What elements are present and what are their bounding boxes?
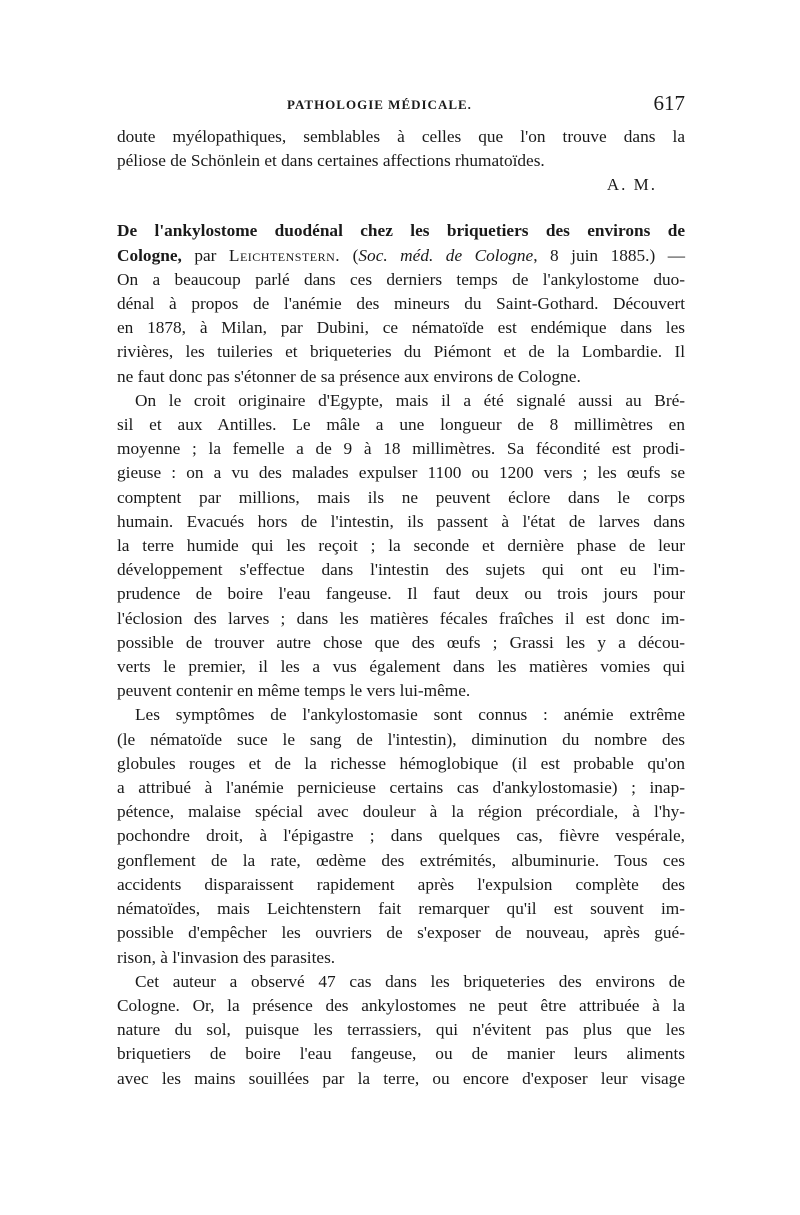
text-line: humain. Evacués hors de l'intestin, ils passent à l'état de larves dans — [117, 511, 685, 531]
intro-paragraph — [117, 125, 685, 173]
signature-initials: A. M. — [606, 175, 657, 195]
text-line: (le nématoïde suce le sang de l'intestin), diminution du nombre des — [117, 729, 685, 749]
text-line: avec les mains souillées par la terre, ou encore d'exposer leur visage — [117, 1068, 685, 1088]
text-line: ne faut donc pas s'étonner de sa présence aux environs de Cologne. — [117, 366, 581, 386]
text-line: doute myélopathiques, semblables à celles que l'on trouve dans la — [117, 127, 685, 146]
text-line: briquetiers de boire l'eau fangeuse, ou de manier leurs aliments — [117, 1044, 685, 1064]
text-line: l'éclosion des larves ; dans les matières fécales fraîches il est donc im- — [117, 608, 685, 628]
text-line: a attribué à l'anémie pernicieuse certains cas d'ankylostomasie) ; inap- — [117, 778, 685, 798]
text-line: en 1878, à Milan, par Dubini, ce nématoïde est endémique dans les — [117, 318, 685, 338]
text-line: péliose de Schönlein et dans certaines affections rhumatoïdes. — [117, 151, 545, 171]
text-line: prudence de boire l'eau fangeuse. Il faut deux ou trois jours pour — [117, 584, 685, 604]
text-line: gonflement de la rate, œdème des extrémités, albuminurie. Tous ces — [117, 850, 685, 870]
text-line: peuvent contenir en même temps le vers lui-même. — [117, 681, 471, 701]
text-line: rivières, les tuileries et briqueteries du Piémont et de la Lombardie. Il — [117, 342, 685, 362]
source-open: ( — [352, 245, 359, 265]
text-line: verts le premier, il les a vus également dans les matières vomies qui — [117, 657, 685, 677]
text-line: moyenne ; la femelle a de 9 à 18 millimètres. Sa fécondité est prodi- — [117, 439, 685, 459]
author-name: Leichtenstern. — [228, 245, 341, 265]
text-line: accidents disparaissent rapidement après l'expulsion complète des — [117, 874, 685, 894]
text-line: pétence, malaise spécial avec douleur à la région précordiale, à l'hy- — [117, 802, 685, 822]
text-line: pochondre droit, à l'épigastre ; dans quelques cas, fièvre vespérale, — [117, 826, 685, 846]
article-title: De l'ankylostome duodénal chez les briquetiers des environs de — [117, 221, 685, 241]
text-line: développement s'effectue dans l'intestin des sujets qui ont eu l'im- — [117, 560, 685, 580]
article-paragraph-2 — [117, 389, 685, 704]
book-page — [117, 93, 685, 1091]
text-line: gieuse : on a vu des malades expulser 1100 ou 1200 vers ; les œufs se — [117, 463, 685, 483]
text-line: possible d'empêcher les ouvriers de s'exposer de nouveau, après gué- — [117, 923, 685, 943]
article-title-line — [117, 219, 685, 243]
text-line: dénal à propos de l'anémie des mineurs du Saint-Gothard. Découvert — [117, 294, 685, 314]
text-line: nature du sol, puisque les terrassiers, qui n'évitent pas plus que les — [117, 1020, 685, 1040]
text-line: globules rouges et de la richesse hémoglobique (il est probable qu'on — [117, 753, 685, 773]
article-paragraph-4 — [117, 970, 685, 1091]
article-paragraph-1 — [117, 219, 685, 388]
text-line: rison, à l'invasion des parasites. — [117, 947, 336, 967]
running-header — [117, 93, 685, 125]
source-journal: Soc. méd. de Cologne — [358, 245, 534, 265]
text-line: Cologne. Or, la présence des ankylostomes ne peut être attribuée à la — [117, 995, 685, 1015]
text-line: nématoïdes, mais Leichtenstern fait remarquer qu'il est souvent im- — [117, 899, 685, 919]
text-line: On le croit originaire d'Egypte, mais il a été signalé aussi au Bré- — [135, 390, 685, 410]
text-line: la terre humide qui les reçoit ; la seconde et dernière phase de leur — [117, 536, 685, 556]
article-paragraph-3 — [117, 703, 685, 969]
text-line: comptent par millions, mais ils ne peuvent éclore dans le corps — [117, 487, 685, 507]
source-date: , 8 juin 1885.) — — [533, 245, 686, 265]
article-title-cont: Cologne, — [117, 245, 182, 265]
text-line: Les symptômes de l'ankylostomasie sont connus : anémie extrême — [135, 705, 685, 725]
body-text — [117, 125, 685, 1091]
running-title: PATHOLOGIE MÉDICALE. — [287, 97, 472, 112]
text-line: sil et aux Antilles. Le mâle a une longueur de 8 millimètres en — [117, 415, 685, 435]
byline-par: par — [194, 245, 217, 265]
article-byline — [117, 244, 685, 268]
page-number: 617 — [653, 91, 685, 115]
text-line: On a beaucoup parlé dans ces derniers temps de l'ankylostome duo- — [117, 269, 685, 289]
text-line: Cet auteur a observé 47 cas dans les briqueteries des environs de — [135, 971, 685, 991]
text-line: possible de trouver autre chose que des œufs ; Grassi les y a décou- — [117, 632, 685, 652]
